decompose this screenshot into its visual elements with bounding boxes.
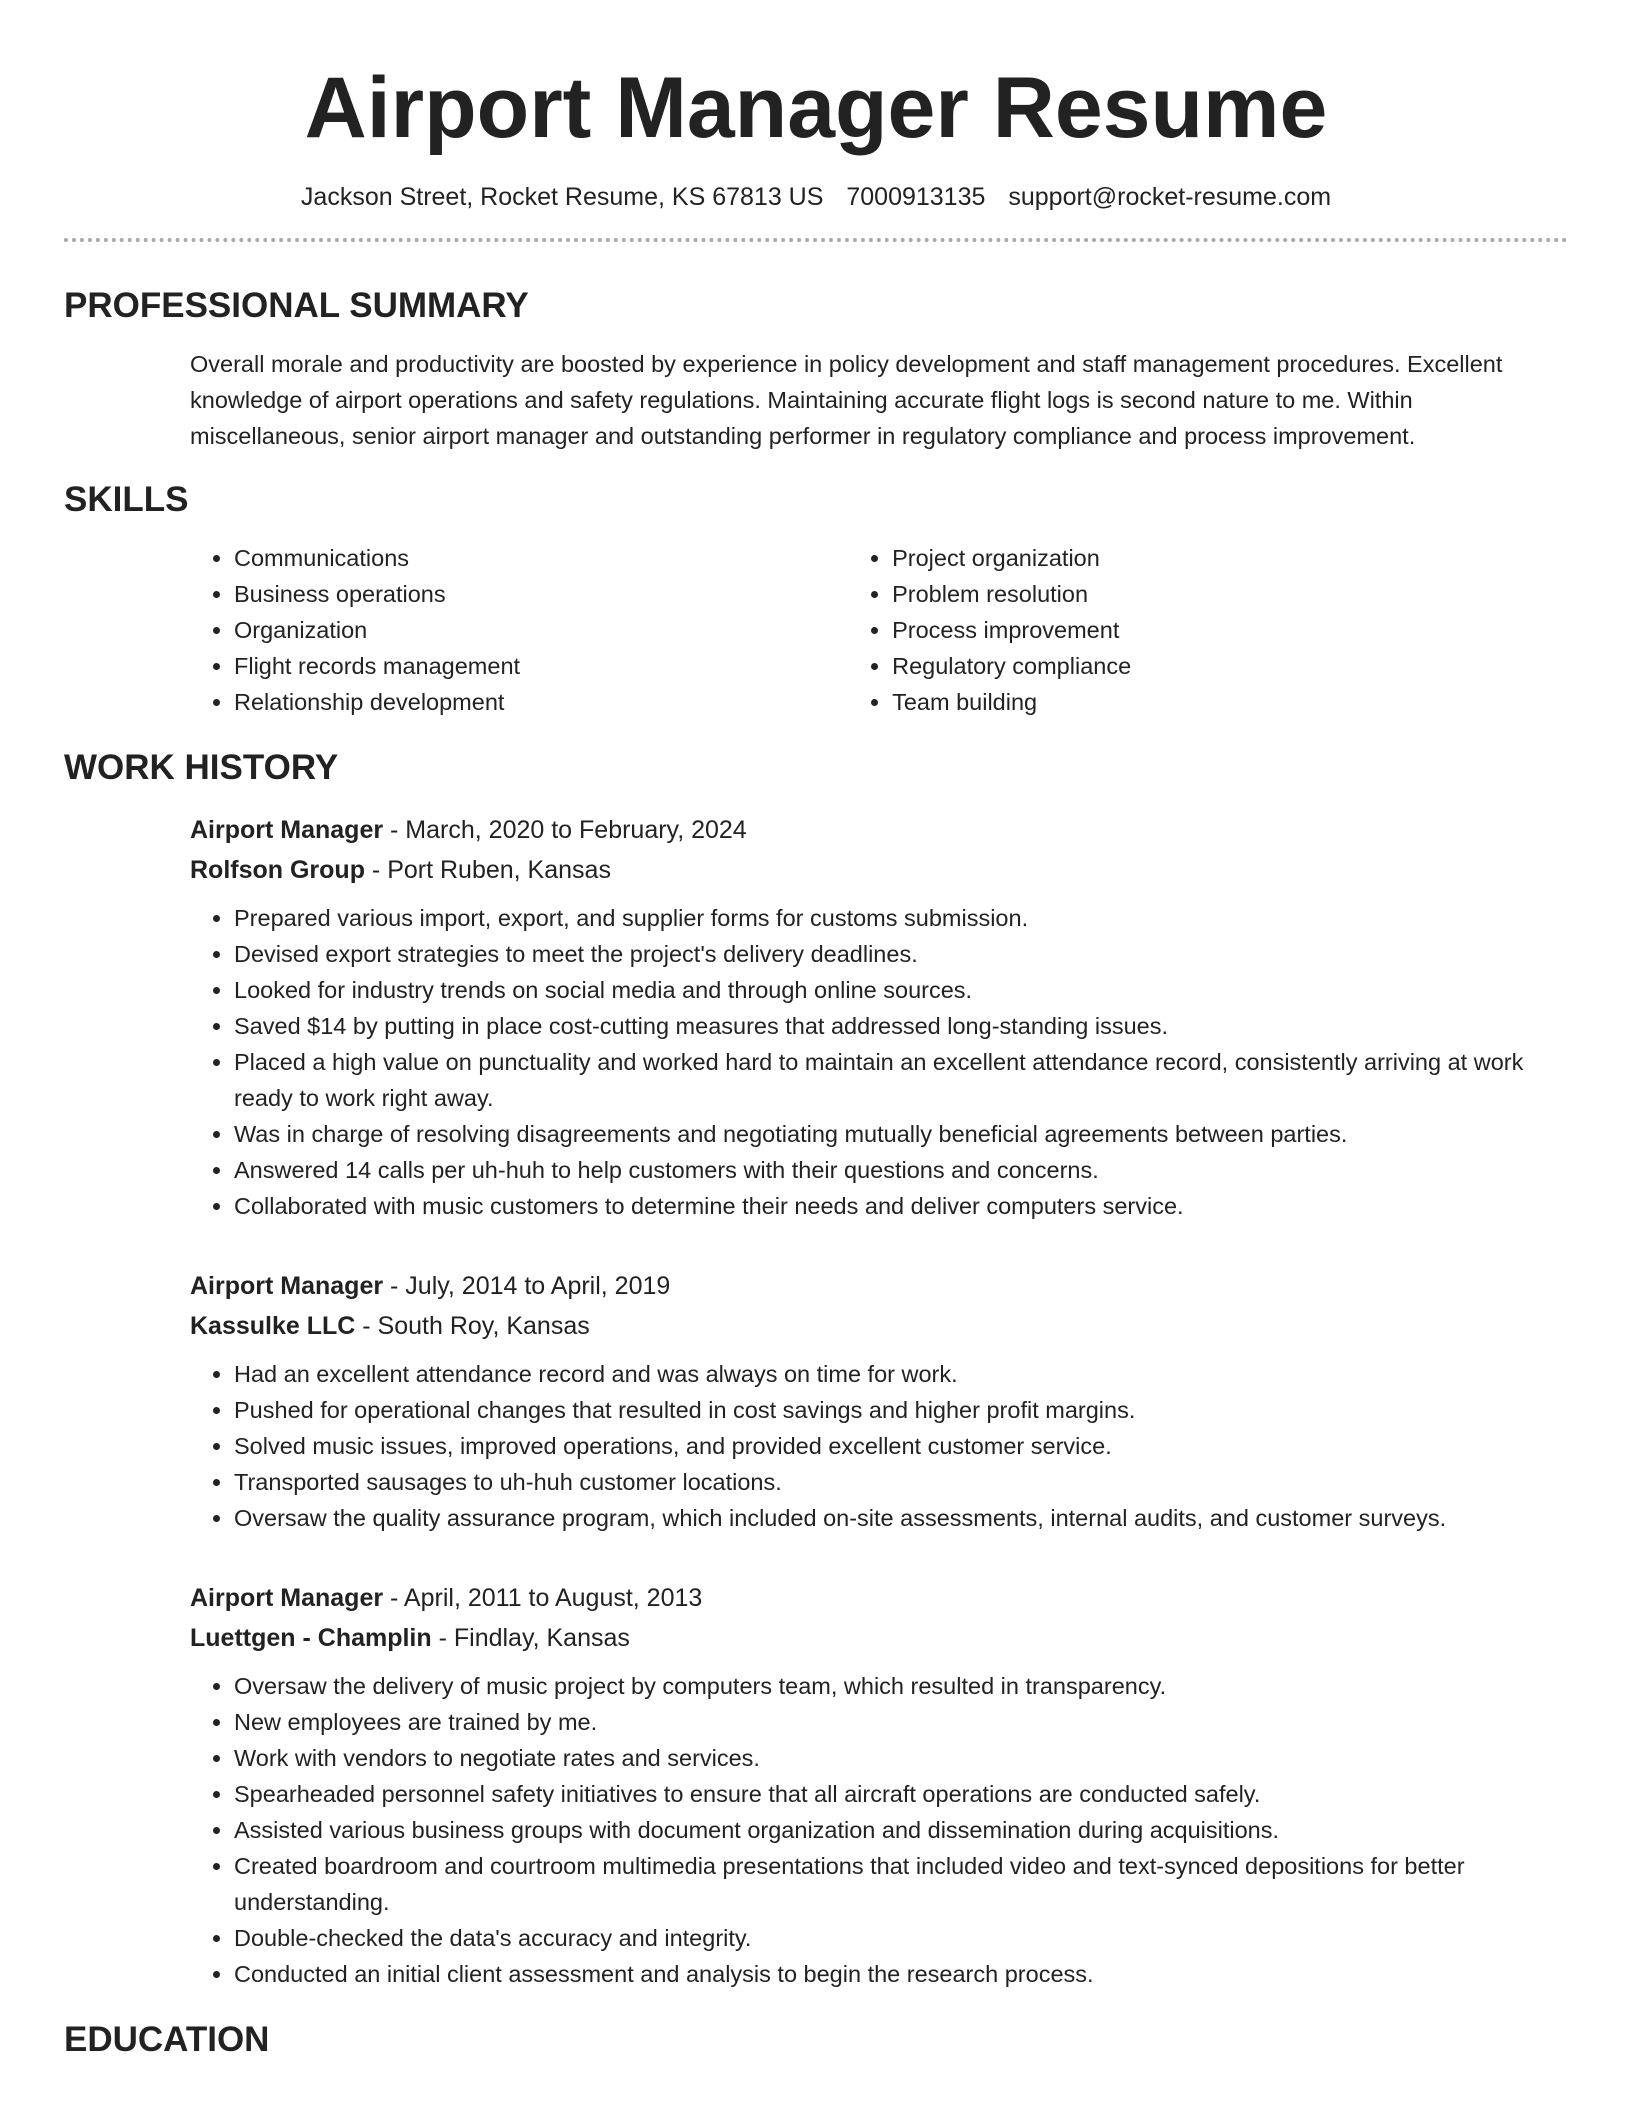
section-title-skills: SKILLS xyxy=(64,480,189,519)
job-location: - Port Ruben, Kansas xyxy=(364,856,611,884)
job-bullet: • Assisted various business groups with document organization and dissemination during acquisitions. xyxy=(234,1812,1574,1848)
job-bullet: • Collaborated with music customers to determine their needs and deliver computers service. xyxy=(234,1188,1574,1224)
job-bullets xyxy=(190,1668,1574,1992)
job-role: Airport Manager xyxy=(190,1272,384,1300)
header-divider xyxy=(64,238,1568,242)
contact-line xyxy=(64,182,1568,212)
job-bullet: • Was in charge of resolving disagreements and negotiating mutually beneficial agreements between parties. xyxy=(234,1116,1574,1152)
job-bullet: • Looked for industry trends on social media and through online sources. xyxy=(234,972,1574,1008)
skill-item: • Organization xyxy=(234,612,848,648)
job-bullet: • New employees are trained by me. xyxy=(234,1704,1574,1740)
job-bullets xyxy=(190,900,1574,1224)
job-bullet: • Pushed for operational changes that resulted in cost savings and higher profit margins. xyxy=(234,1392,1574,1428)
job-bullet: • Saved $14 by putting in place cost-cutting measures that addressed long-standing issues. xyxy=(234,1008,1574,1044)
job-entry-1 xyxy=(190,810,1568,1224)
job-bullet: • Prepared various import, export, and supplier forms for customs submission. xyxy=(234,900,1574,936)
job-bullet: • Oversaw the quality assurance program, which included on-site assessments, internal audits, and customer surveys. xyxy=(234,1500,1574,1536)
job-company: Luettgen - Champlin xyxy=(190,1624,432,1652)
skills-grid xyxy=(190,540,1568,720)
job-dates: - March, 2020 to February, 2024 xyxy=(383,816,747,844)
skill-item: • Business operations xyxy=(234,576,848,612)
job-bullet: • Double-checked the data's accuracy and integrity. xyxy=(234,1920,1574,1956)
skill-item: • Relationship development xyxy=(234,684,848,720)
skill-item: • Flight records management xyxy=(234,648,848,684)
job-company-line xyxy=(190,1306,1568,1346)
job-bullet: • Transported sausages to uh-huh customer locations. xyxy=(234,1464,1574,1500)
skills-column-right xyxy=(848,540,1568,720)
job-location: - South Roy, Kansas xyxy=(355,1312,590,1340)
skill-item: • Project organization xyxy=(892,540,1568,576)
section-title-summary: PROFESSIONAL SUMMARY xyxy=(64,286,529,325)
resume-page xyxy=(64,0,1568,2060)
skills-column-left xyxy=(190,540,848,720)
job-bullet: • Answered 14 calls per uh-huh to help customers with their questions and concerns. xyxy=(234,1152,1574,1188)
job-role: Airport Manager xyxy=(190,1584,384,1612)
job-role-line xyxy=(190,810,1568,850)
job-bullet: • Devised export strategies to meet the project's delivery deadlines. xyxy=(234,936,1574,972)
job-location: - Findlay, Kansas xyxy=(431,1624,630,1652)
job-bullet: • Placed a high value on punctuality and worked hard to maintain an excellent attendance record, consistently arriving at work ready to work right away. xyxy=(234,1044,1574,1116)
job-role-line xyxy=(190,1578,1568,1618)
skill-item: • Regulatory compliance xyxy=(892,648,1568,684)
section-title-work-history: WORK HISTORY xyxy=(64,748,339,787)
job-role: Airport Manager xyxy=(190,816,384,844)
skill-item: • Problem resolution xyxy=(892,576,1568,612)
job-company: Rolfson Group xyxy=(190,856,365,884)
job-company-line xyxy=(190,850,1568,890)
job-bullet: • Work with vendors to negotiate rates and services. xyxy=(234,1740,1574,1776)
job-dates: - July, 2014 to April, 2019 xyxy=(383,1272,671,1300)
job-bullet: • Spearheaded personnel safety initiatives to ensure that all aircraft operations are conducted safely. xyxy=(234,1776,1574,1812)
contact-email: support@rocket-resume.com xyxy=(1008,183,1332,211)
section-title-education: EDUCATION xyxy=(64,2020,270,2059)
skill-item: • Communications xyxy=(234,540,848,576)
contact-phone: 7000913135 xyxy=(846,183,986,211)
job-entry-2 xyxy=(190,1266,1568,1536)
job-bullet: • Created boardroom and courtroom multimedia presentations that included video and text-synced depositions for better understanding. xyxy=(234,1848,1574,1920)
job-bullet: • Conducted an initial client assessment and analysis to begin the research process. xyxy=(234,1956,1574,1992)
skill-item: • Process improvement xyxy=(892,612,1568,648)
job-bullet: • Oversaw the delivery of music project by computers team, which resulted in transparency. xyxy=(234,1668,1574,1704)
job-bullet: • Solved music issues, improved operations, and provided excellent customer service. xyxy=(234,1428,1574,1464)
job-bullet: • Had an excellent attendance record and was always on time for work. xyxy=(234,1356,1574,1392)
job-dates: - April, 2011 to August, 2013 xyxy=(383,1584,703,1612)
contact-address: Jackson Street, Rocket Resume, KS 67813 US xyxy=(300,183,824,211)
skill-item: • Team building xyxy=(892,684,1568,720)
job-company: Kassulke LLC xyxy=(190,1312,356,1340)
job-role-line xyxy=(190,1266,1568,1306)
job-bullets xyxy=(190,1356,1574,1536)
job-company-line xyxy=(190,1618,1568,1658)
summary-text: Overall morale and productivity are boosted by experience in policy development and staff management procedures. Excellent knowledge of airport operations and safety regulations. Maintaining accurate flight logs is second nature to me. Within miscellaneous, senior airport manager and outstanding performer in regulatory compliance and process improvement. xyxy=(190,351,1503,449)
resume-title: Airport Manager Resume xyxy=(304,60,1328,156)
job-entry-3 xyxy=(190,1578,1568,1992)
